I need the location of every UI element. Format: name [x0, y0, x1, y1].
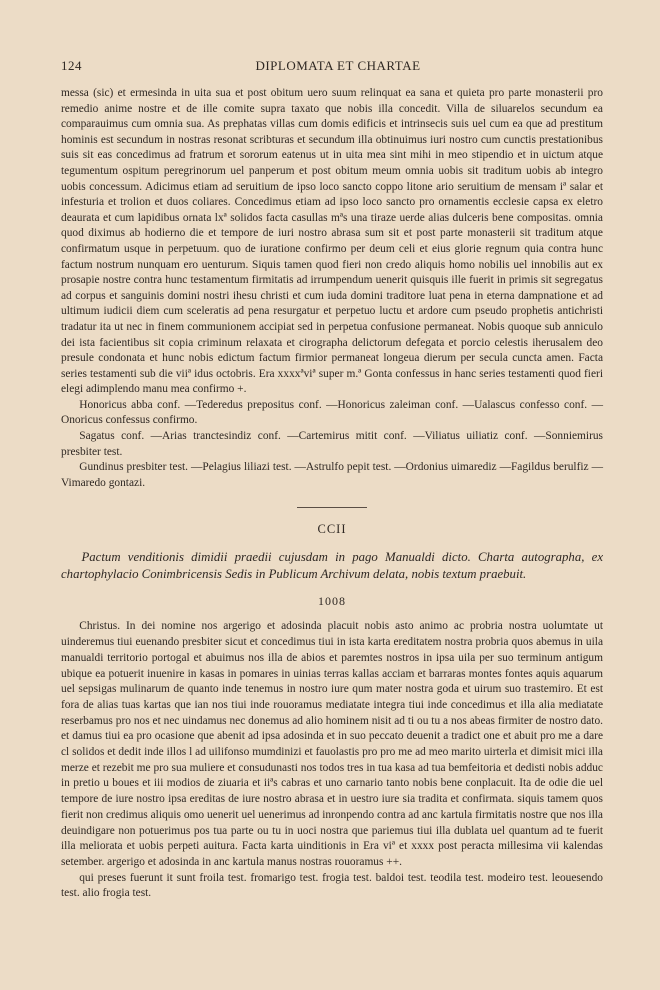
running-title: DIPLOMATA ET CHARTAE	[255, 58, 421, 73]
document-year: 1008	[318, 594, 346, 609]
page-number: 124	[61, 58, 82, 73]
document-number: CCII	[317, 522, 347, 537]
document-body-1	[61, 86, 603, 491]
sale-charter-text: Christus. In dei nomine nos argerigo et adosinda placuit nobis asto animo ac probria nostra uolumtate ut uinderemus tiui euenando presbiter sicut et concedimus tiui in ista karta ereditatem nostra probria quos abemus in uila manualdi territorio portogal et abuimus nos illa de abios et paremtes nostros in ipsa uila per suo terminum antigum ubique ea potuerit inuenire in kasas in pomares in uinias terras kallas acciam et barraras montes fontes aquis aquarum uel sepsigas mulinarum de quanto inde tenemus in nostro iure qum mater nostra goda et uirum suo trastemiro. Et est fora de alias tuas kartas que ian nos tiui inde rouoramus mediatate integra tiui inde concedimus et illa alia mediatate reserbamus pro nos et nec uindamus nec donemus ad alio hominem nisit ad ti ou tu a nos abeas firmiter de nostro dato. et damus tiui ea pro ocasione que abenit ad ipsa adosinda et in suo peccato deuenit a tradict one et abuit pro me a dare cl solidos et dedit inde illos l ad uilifonso mumdinizi et fauolastis pro pro me ad meo marito uirterla et dimisit mici illa merze et rezebit me pro sua muliere et consudunasti nos todos tres in tua kasa ad tua bemfeitoria et dedisti nobis adduc in pretio u boues et iii modios de ziuaria et iiªs cabras et uno carnario tanto nobis bene conplacuit. Ita de odie die uel tempore de iure nostro ipsa ereditas de iure nostro abrasa et in uestro iure sia tradita et confirmata. siquis tamem quos fierit non credimus aliquis omo uenerit uel uenerimus ad inronpendo contra ad anc kartula firmitatis nostre que nos illa deuindigare non potuerimus pos tua parte ou tu in uoci nostra que pariemus tiui illa dublata uel quantum ad te fuerit illa meliorata et uobis perpeti auitura. Facta karta uinditionis in Era viª et xxxx post peracta millesima vii kalendas setember. argerigo et adosinda in anc kartula manus nostras rouoramus ++.	[61, 620, 603, 868]
document-heading: Pactum venditionis dimidii praedii cujusdam in pago Manualdi dicto. Charta autographa, ex chartophylacio Conimbricensis Sedis in Publicum Archivum delata, nobis textum praebuit.	[61, 550, 603, 582]
signatories-line-1: Honoricus abba conf. —Tederedus prepositus conf. —Honoricus zaleiman conf. —Ualascus confesso conf. —Onoricus confessus confirmo.	[61, 398, 603, 427]
signatories-line-3: Gundinus presbiter test. —Pelagius liliazi test. —Astrulfo pepit test. —Ordonius uimarediz —Fagildus berulfiz —Vimaredo gontazi.	[61, 461, 603, 489]
document-body-2	[61, 619, 603, 902]
signatories-line-2: Sagatus conf. —Arias tranctesindiz conf. —Cartemirus mitit conf. —Viliatus uiliatiz conf. —Sonniemirus presbiter test.	[61, 430, 603, 458]
section-divider	[297, 507, 367, 508]
witnesses-line: qui preses fuerunt it sunt froila test. fromarigo test. frogia test. baldoi test. teodila test. modeiro test. leouesendo test. alio frogia test.	[61, 871, 603, 900]
running-head	[61, 58, 603, 76]
charter-text: messa (sic) et ermesinda in uita sua et post obitum uero suum relinquat ea sana et quieta pro parte monasterii pro remedio anime nostre et de ille comite supra taxato que nobis illa concedit. Villa de siluarelos secundum ea comparauimus cum omnia sua. As prephatas villas cum domis edificis et intrinsecis suis uel cum ea que ad prestitum hominis est secundum in nostras resonat scribturas et secundum illa obtinuimus iuri nostro cum cunctis prestationibus suis sit eas concedimus ad fratrum et sororum eatenus ut in uita mea sint mihi in meo stipendio et in uictum atque tegumentum ospitum peregrinorum uel panperum et post obitum meum omnia uobis sit traditum uobis ab integro uobis concessum. Adicimus etiam ad seruitium de ipso loco sancto coppo litone ario seruitium de mensam iª salar et infesturia et trolion et duos coliares. Concedimus etiam ad ipso loco sancto pro ornamentis ecclesie capsa ex eletro deaurata et cum lapidibus ornata lxª solidos facta casullas mªs una tiraze uerde alias dulceris bene compositas. omnia quod diximus ab hodierno die et tempore de iuri nostro abrasa sum sit et post parte monasterii sit traditum atque confirmatum usque in perpetuum. quo de iuratione confirmo per deum celi et eius glorie regnum quia contra hunc factum nostrum nunquam ero uenturum. Siquis tamen quod fieri non credo aliquis homo nobilis uel innobilis aut ex prosapie nostre contra hunc testamentum firmitatis ad irrumpendum uenerit quisquis ille fuerit in primis sit segregatus ad corpus et sanguinis domini nostri ihesu christi et cum iuda domini traditore luat pena in eterna dampnatione et ad ultimum iudicii diem cum sceleratis ad pena resurgatur et perpetuo luctu et ardore cum pseudo prophetis antichristi tradatur ita ut nec in finem communionem accipiat sed in perpetua confusione permaneat. Nobis quoque sub anniculo dei ista facientibus sit copia criminum relaxata et cirographa delictorum defegata et porcio celestis iherusalem deo presule condonata et hunc nobis edictum factum firmior permaneat longeua dierum per secula cuncta amen. Facta series testamenti sub die viiª idus octobris. Era xxxxªviª super m.ª Gonta confessus in hanc series testamenti quod fieri elegi adimplendo manu mea confirmo +.	[61, 87, 603, 396]
